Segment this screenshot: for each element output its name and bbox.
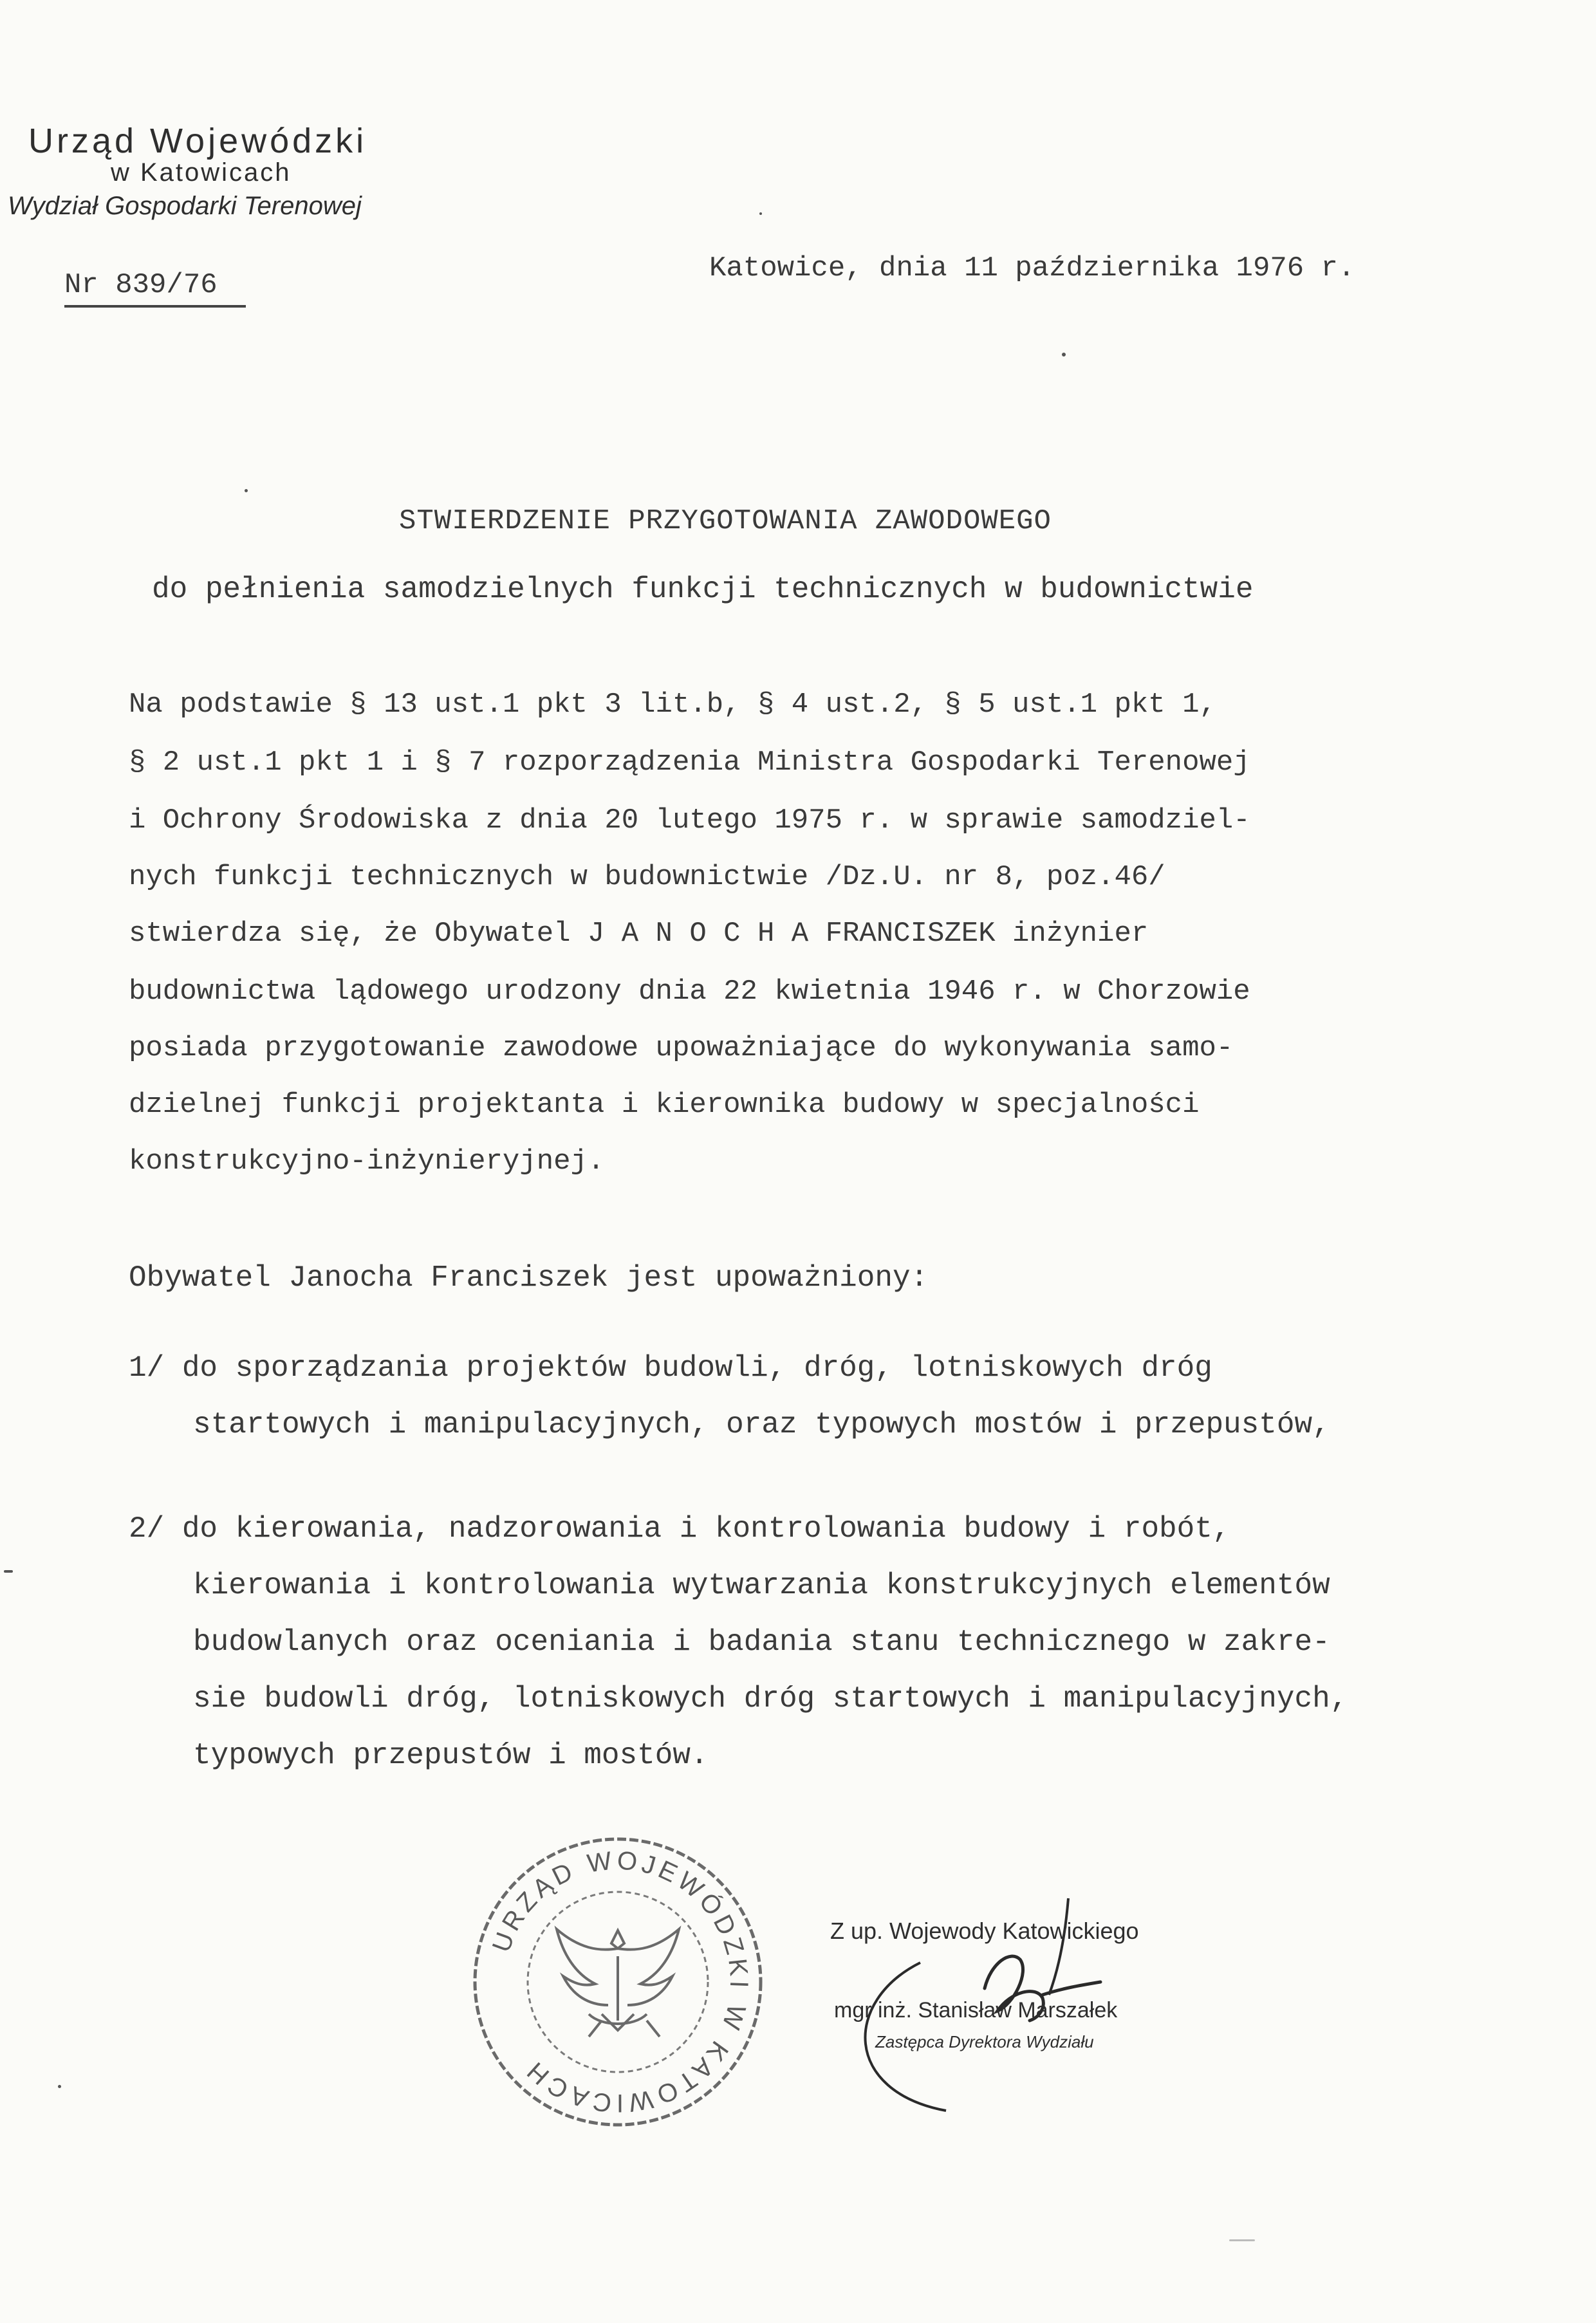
scan-speck bbox=[1062, 353, 1066, 356]
signatory-position: Zastępca Dyrektora Wydziału bbox=[875, 2032, 1094, 2051]
issuer-city: w Katowicach bbox=[111, 158, 292, 187]
scan-speck bbox=[1229, 2239, 1255, 2241]
date-line: Katowice, dnia 11 października 1976 r. bbox=[709, 252, 1355, 284]
body-line: i Ochrony Środowiska z dnia 20 lutego 1975 r. w sprawie samodziel- bbox=[129, 804, 1250, 837]
body-line: dzielnej funkcji projektanta i kierownika budowy w specjalności bbox=[129, 1089, 1200, 1121]
body-line: stwierdza się, że Obywatel J A N O C H A FRANCISZEK inżynier bbox=[129, 918, 1149, 950]
item-line: 2/ do kierowania, nadzorowania i kontrolowania budowy i robót, bbox=[129, 1512, 1230, 1546]
body-line: posiada przygotowanie zawodowe upoważniające do wykonywania samo- bbox=[129, 1032, 1234, 1064]
document-title: STWIERDZENIE PRZYGOTOWANIA ZAWODOWEGO bbox=[399, 505, 1052, 537]
scan-speck bbox=[4, 1570, 13, 1573]
scan-speck bbox=[58, 2085, 61, 2088]
authorization-intro: Obywatel Janocha Franciszek jest upoważniony: bbox=[129, 1261, 929, 1295]
item-line: startowych i manipulacyjnych, oraz typowych mostów i przepustów, bbox=[193, 1408, 1330, 1441]
body-line: konstrukcyjno-inżynieryjnej. bbox=[129, 1145, 605, 1178]
item-line: 1/ do sporządzania projektów budowli, dróg, lotniskowych dróg bbox=[129, 1351, 1212, 1385]
document-subtitle: do pełnienia samodzielnych funkcji technicznych w budownictwie bbox=[152, 573, 1254, 606]
signatory-name: mgr inż. Stanisław Marszałek bbox=[834, 1998, 1118, 2022]
item-line: kierowania i kontrolowania wytwarzania konstrukcyjnych elementów bbox=[193, 1569, 1330, 1602]
body-line: Na podstawie § 13 ust.1 pkt 3 lit.b, § 4 ust.2, § 5 ust.1 pkt 1, bbox=[129, 689, 1216, 721]
signature-on-behalf: Z up. Wojewody Katowickiego bbox=[830, 1918, 1139, 1944]
body-line: § 2 ust.1 pkt 1 i § 7 rozporządzenia Ministra Gospodarki Terenowej bbox=[129, 746, 1250, 779]
body-line: budownictwa lądowego urodzony dnia 22 kwietnia 1946 r. w Chorzowie bbox=[129, 976, 1250, 1008]
scan-speck bbox=[759, 212, 762, 215]
item-line: budowlanych oraz oceniania i badania stanu technicznego w zakre- bbox=[193, 1625, 1330, 1659]
issuer-name: Urząd Wojewódzki bbox=[28, 122, 367, 160]
stamp-ring-text: URZĄD WOJEWÓDZKI W KATOWICACH bbox=[487, 1846, 754, 2118]
item-line: sie budowli dróg, lotniskowych dróg startowych i manipulacyjnych, bbox=[193, 1682, 1348, 1716]
issuer-department: Wydział Gospodarki Terenowej bbox=[8, 192, 362, 220]
eagle-emblem-icon bbox=[557, 1929, 679, 2037]
official-stamp bbox=[463, 1828, 772, 2136]
item-line: typowych przepustów i mostów. bbox=[193, 1739, 709, 1772]
reference-number: Nr 839/76 bbox=[64, 269, 246, 308]
scan-speck bbox=[245, 489, 248, 492]
body-line: nych funkcji technicznych w budownictwie /Dz.U. nr 8, poz.46/ bbox=[129, 861, 1165, 893]
